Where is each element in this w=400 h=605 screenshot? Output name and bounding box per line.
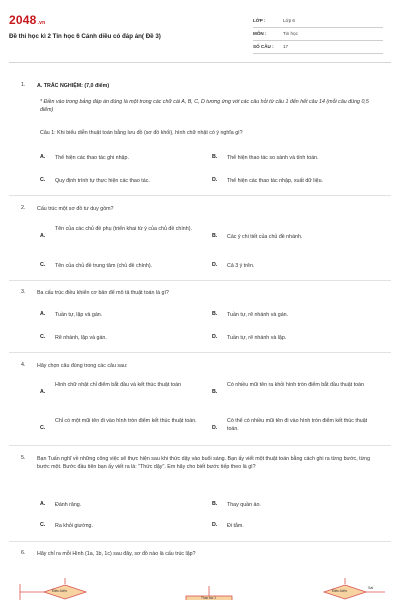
meta-label: LỚP : (253, 18, 266, 23)
option-text[interactable]: Tên của chủ đề trung tâm (chủ đề chính). (55, 263, 153, 269)
option-letter[interactable]: C. (40, 425, 46, 431)
header-divider (9, 62, 391, 63)
option-letter[interactable]: D. (212, 177, 218, 183)
question-number: 3. (21, 289, 26, 295)
question-divider (9, 541, 391, 542)
logo-suffix: .vn (37, 20, 46, 26)
question-text: Hãy chọn câu đúng trong các câu sau: (37, 363, 128, 369)
question-text: Câu 1: Khi biểu diễn thuật toán bằng lưu đồ (sơ đồ khối), hình chữ nhật có ý nghĩa gì? (40, 130, 243, 136)
meta-subject-row (253, 28, 383, 41)
false-branch-label: Sai (368, 586, 374, 590)
option-text[interactable]: Tuần tự, rẽ nhánh và lặp. (227, 335, 287, 341)
process-label: Thao tác 1 (201, 596, 217, 600)
question-number: 2. (21, 205, 26, 211)
option-text[interactable]: Đi tắm. (227, 523, 244, 529)
question-divider (9, 280, 391, 281)
option-text[interactable]: Rẽ nhánh, lặp và gán. (55, 335, 107, 341)
option-letter[interactable]: B. (212, 501, 218, 507)
section-instruction: * Điền vào trong bảng đáp án đúng là một trong các chữ cái A, B, C, D tương ứng với các câu hỏi từ câu 1 đến hết câu 14 (mỗi câu đúng 0,5 điểm) (40, 99, 369, 113)
question-text: Hãy chỉ ra mỗi Hình (1a, 1b, 1c) sau đây, sơ đồ nào là cấu trúc lặp? (37, 551, 196, 557)
question-text: Ba cấu trúc điều khiển cơ bản để mô tả thuật toán là gì? (37, 290, 169, 296)
option-text[interactable]: Thể hiện thao tác so sánh và tính toán. (227, 155, 319, 161)
option-text[interactable]: Quy định trình tự thực hiện các thao tác. (55, 178, 150, 184)
logo-main: 2048 (9, 13, 37, 27)
question-text: Bạn Tuấn nghĩ về những công việc sẽ thực hiện sau khi thức dậy vào buổi sáng. Bạn ấy viết một thuật toán bằng cách ghi ra từng bước, từng bước một. Bước đầu tiên bạn ấy viết ra là: "Thức dậy". Em hãy cho biết bước tiếp theo là gì? (37, 456, 371, 470)
condition-label: Điều kiện (332, 589, 347, 593)
option-text[interactable]: Hình chữ nhật chỉ điểm bắt đầu và kết thúc thuật toán (55, 382, 182, 388)
option-letter[interactable]: A. (40, 233, 46, 239)
option-text[interactable]: Thể hiện các thao tác nhập, xuất dữ liệu. (227, 178, 324, 184)
question-divider (9, 445, 391, 446)
option-text[interactable]: Tuần tự, rẽ nhánh và gán. (227, 312, 289, 318)
loop-structure-figures (0, 578, 400, 600)
option-letter[interactable]: D. (212, 425, 218, 431)
section-number: 1. (21, 82, 26, 88)
option-letter[interactable]: B. (212, 154, 218, 160)
option-text[interactable]: Tên của các chủ đề phụ (triển khai từ ý của chủ đề chính). (55, 226, 192, 232)
option-letter[interactable]: D. (212, 262, 218, 268)
option-letter[interactable]: A. (40, 501, 46, 507)
meta-count-row (253, 41, 383, 54)
meta-label: SỐ CÂU : (253, 44, 274, 49)
question-divider (9, 195, 391, 196)
option-letter[interactable]: C. (40, 334, 46, 340)
option-letter[interactable]: B. (212, 311, 218, 317)
meta-value: Tin học (283, 31, 298, 36)
condition-label: Điều kiện (52, 589, 67, 593)
question-number: 5. (21, 455, 26, 461)
option-letter[interactable]: D. (212, 522, 218, 528)
option-text[interactable]: Các ý chi tiết của chủ đề nhánh. (227, 234, 303, 240)
section-title: A. TRẮC NGHIỆM: (7,0 điểm) (37, 83, 110, 89)
option-text[interactable]: Tuần tự, lặp và gán. (55, 312, 103, 318)
meta-value: Lớp 6 (283, 18, 295, 23)
option-letter[interactable]: A. (40, 389, 46, 395)
option-text[interactable]: Có thể có nhiều mũi tên đi vào hình tròn điểm kết thúc thuật toán. (227, 418, 368, 432)
question-divider (9, 352, 391, 353)
option-letter[interactable]: B. (212, 233, 218, 239)
exam-title: Đề thi học kì 2 Tin học 6 Cánh diều có đáp án( Đề 3) (9, 33, 161, 40)
option-text[interactable]: Ra khỏi giường. (55, 523, 93, 529)
option-text[interactable]: Đánh răng. (55, 502, 82, 508)
meta-value: 17 (283, 44, 289, 49)
option-letter[interactable]: C. (40, 262, 46, 268)
question-number: 4. (21, 362, 26, 368)
option-text[interactable]: Thể hiện các thao tác ghi nhập. (55, 155, 129, 161)
option-letter[interactable]: A. (40, 311, 46, 317)
site-logo[interactable] (9, 13, 45, 27)
question-text: Cấu trúc một sơ đồ tư duy gồm? (37, 206, 114, 212)
meta-label: MÔN : (253, 31, 267, 36)
option-text[interactable]: Thay quần áo. (227, 502, 261, 508)
meta-class-row (253, 15, 383, 28)
option-letter[interactable]: C. (40, 522, 46, 528)
option-letter[interactable]: B. (212, 389, 218, 395)
option-letter[interactable]: D. (212, 334, 218, 340)
option-letter[interactable]: C. (40, 177, 46, 183)
option-text[interactable]: Chỉ có một mũi tên đi vào hình tròn điểm kết thúc thuật toán. (55, 418, 197, 424)
question-number: 6. (21, 550, 26, 556)
option-letter[interactable]: A. (40, 154, 46, 160)
option-text[interactable]: Có nhiều mũi tên ra khỏi hình tròn điểm bắt đầu thuật toán (227, 382, 364, 388)
option-text[interactable]: Cả 3 ý trên. (227, 263, 255, 269)
